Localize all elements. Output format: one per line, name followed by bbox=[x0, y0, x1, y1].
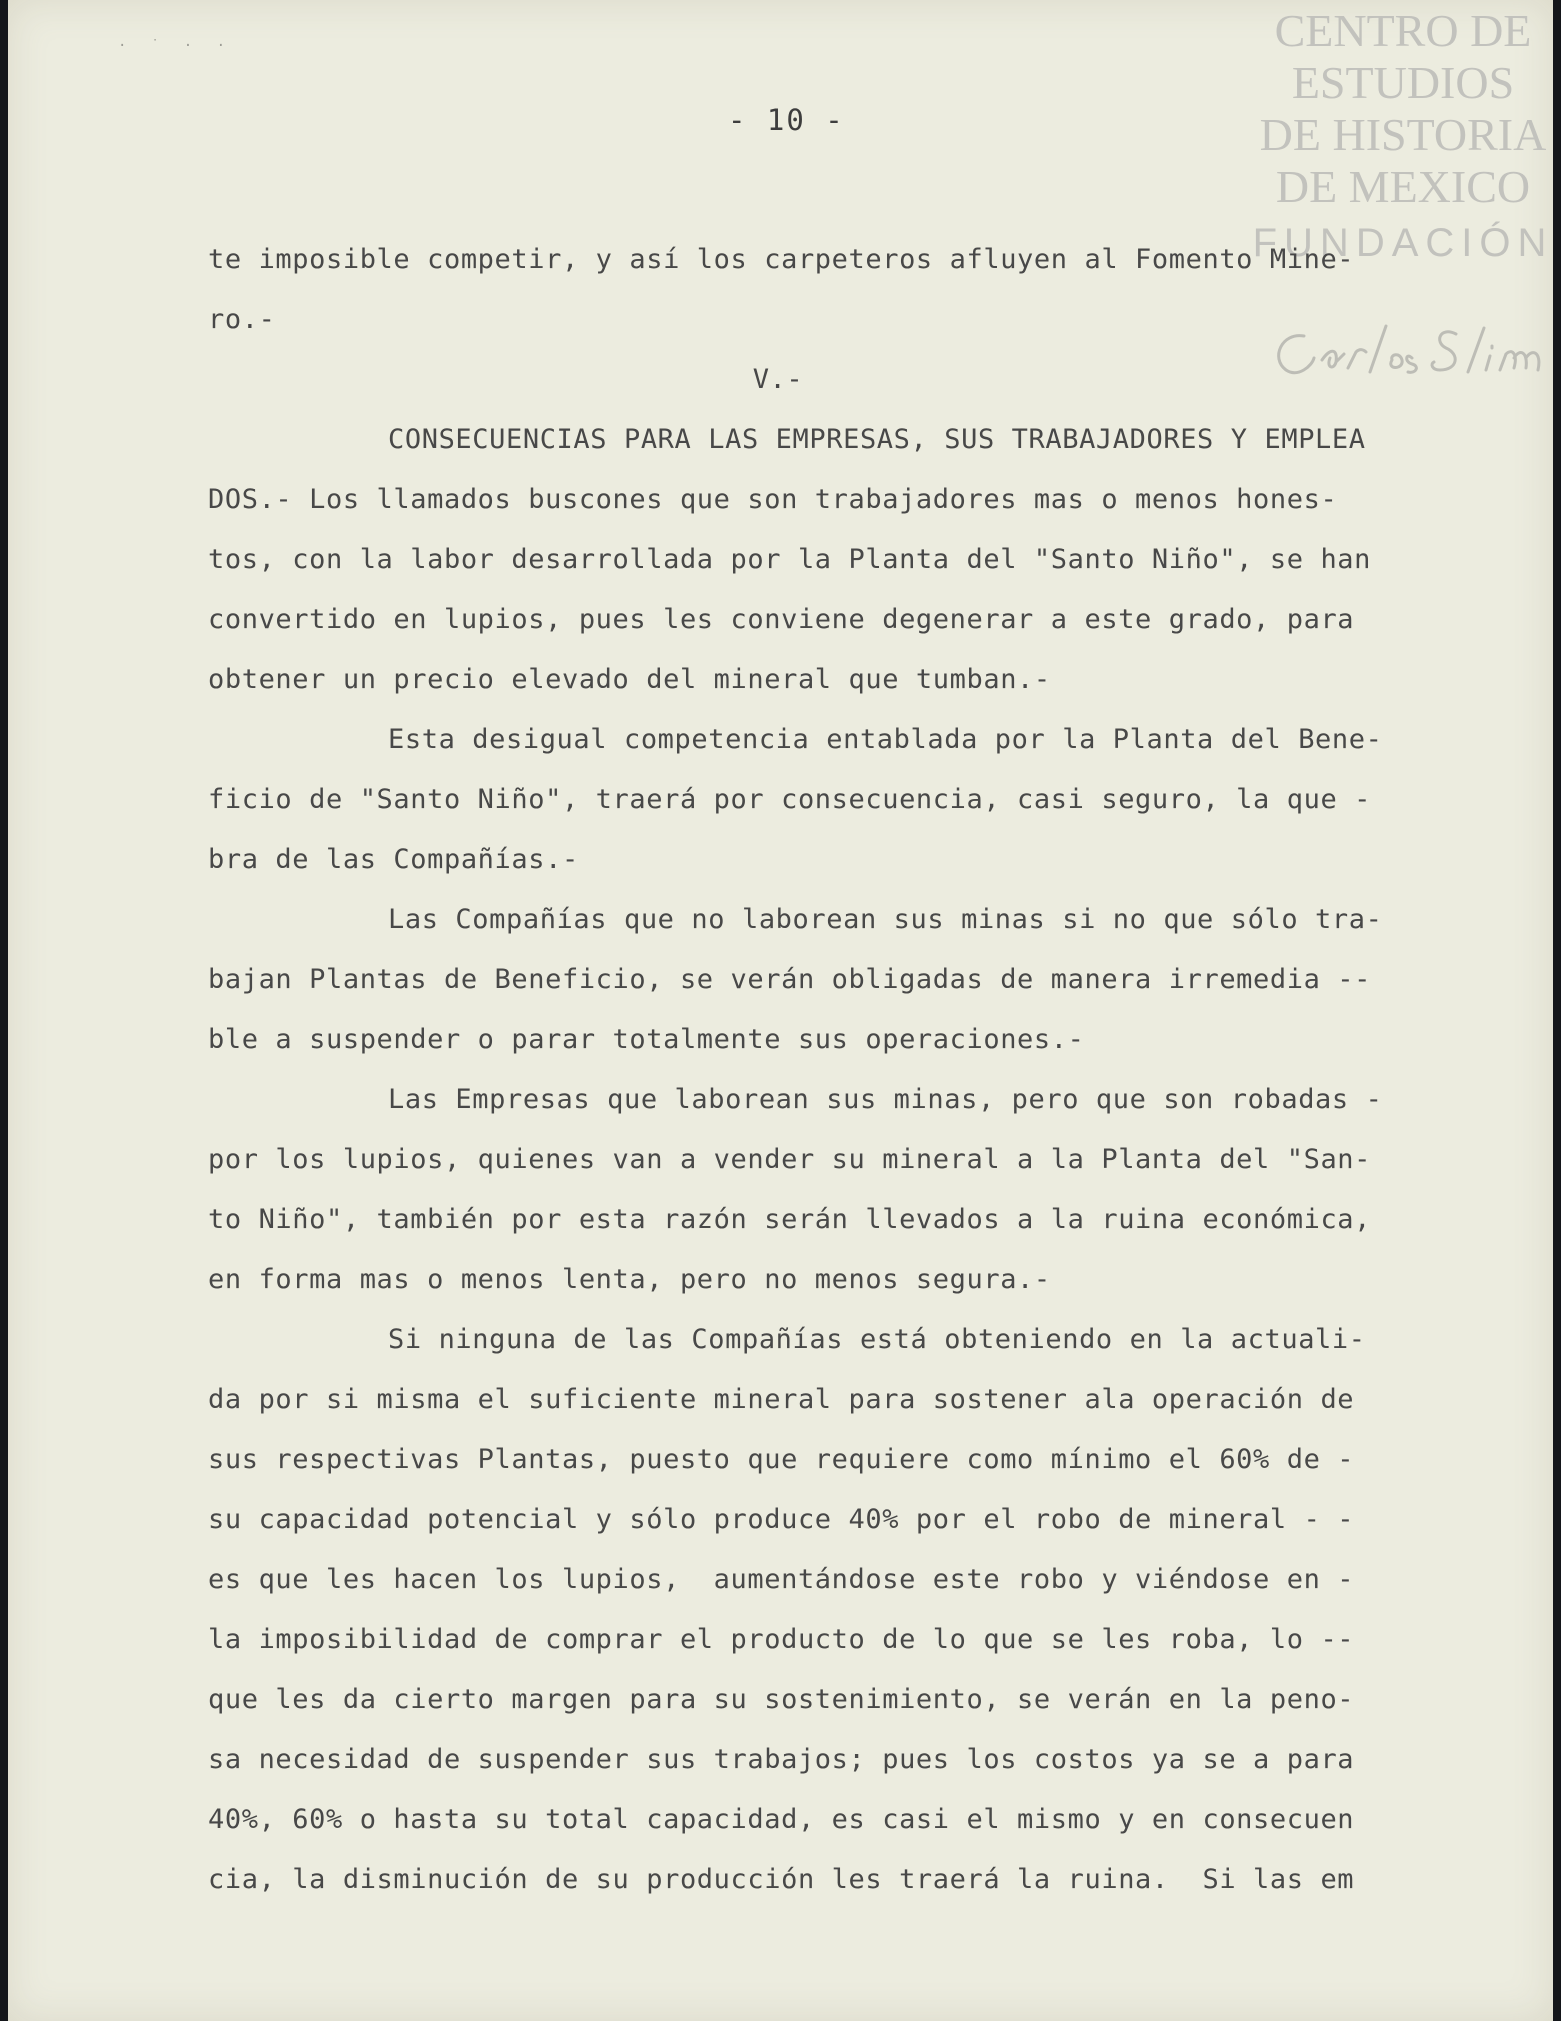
text-line: da por si misma el suficiente mineral para sostener ala operación de bbox=[208, 1384, 1355, 1415]
text-line: por los lupios, quienes van a vender su mineral a la Planta del "San- bbox=[208, 1144, 1372, 1175]
text-line: 40%, 60% o hasta su total capacidad, es casi el mismo y en consecuen bbox=[208, 1804, 1355, 1835]
section-title: CONSECUENCIAS PARA LAS EMPRESAS, SUS TRABAJADORES Y EMPLEA bbox=[388, 424, 1366, 455]
typed-body-text bbox=[208, 230, 1468, 1910]
text-line: Si ninguna de las Compañías está obteniendo en la actuali- bbox=[388, 1324, 1366, 1355]
text-line: que les da cierto margen para su sostenimiento, se verán en la peno- bbox=[208, 1684, 1355, 1715]
text-line: to Niño", también por esta razón serán llevados a la ruina económica, bbox=[208, 1204, 1372, 1235]
text-line: Las Compañías que no laborean sus minas si no que sólo tra- bbox=[388, 904, 1383, 935]
text-line: obtener un precio elevado del mineral que tumban.- bbox=[208, 664, 1051, 695]
text-line: convertido en lupios, pues les conviene degenerar a este grado, para bbox=[208, 604, 1355, 635]
watermark-line-2: ESTUDIOS bbox=[1291, 57, 1515, 108]
text-line: cia, la disminución de su producción les traerá la ruina. Si las em bbox=[208, 1864, 1355, 1895]
text-line: bra de las Compañías.- bbox=[208, 844, 579, 875]
text-line: Esta desigual competencia entablada por la Planta del Bene- bbox=[388, 724, 1383, 755]
text-line: es que les hacen los lupios, aumentándose este robo y viéndose en - bbox=[208, 1564, 1355, 1595]
text-line: tos, con la labor desarrollada por la Planta del "Santo Niño", se han bbox=[208, 544, 1372, 575]
text-line: en forma mas o menos lenta, pero no menos segura.- bbox=[208, 1264, 1051, 1295]
watermark-line-1: CENTRO DE bbox=[1274, 5, 1532, 56]
paper-specks: · ˙ · · bbox=[118, 38, 234, 54]
watermark-line-5: FUNDACIÓN bbox=[1252, 221, 1554, 265]
watermark-line-4: DE MEXICO bbox=[1275, 161, 1531, 212]
text-line: DOS.- Los llamados buscones que son trabajadores mas o menos hones- bbox=[208, 484, 1338, 515]
page-number: - 10 - bbox=[728, 103, 845, 137]
text-line: ble a suspender o parar totalmente sus operaciones.- bbox=[208, 1024, 1085, 1055]
text-line: sa necesidad de suspender sus trabajos; pues los costos ya se a para bbox=[208, 1744, 1355, 1775]
section-heading: V.- bbox=[752, 364, 804, 395]
text-line: te imposible competir, y así los carpeteros afluyen al Fomento Mine- bbox=[208, 244, 1355, 275]
text-line: bajan Plantas de Beneficio, se verán obligadas de manera irremedia -- bbox=[208, 964, 1372, 995]
text-line: su capacidad potencial y sólo produce 40% por el robo de mineral - - bbox=[208, 1504, 1355, 1535]
text-line: ficio de "Santo Niño", traerá por consecuencia, casi seguro, la que - bbox=[208, 784, 1372, 815]
text-line: ro.- bbox=[208, 304, 276, 335]
watermark-line-3: DE HISTORIA bbox=[1259, 109, 1547, 160]
text-line: Las Empresas que laborean sus minas, pero que son robadas - bbox=[388, 1084, 1383, 1115]
text-line: la imposibilidad de comprar el producto de lo que se les roba, lo -- bbox=[208, 1624, 1355, 1655]
document-page bbox=[8, 0, 1553, 2021]
text-line: sus respectivas Plantas, puesto que requiere como mínimo el 60% de - bbox=[208, 1444, 1355, 1475]
